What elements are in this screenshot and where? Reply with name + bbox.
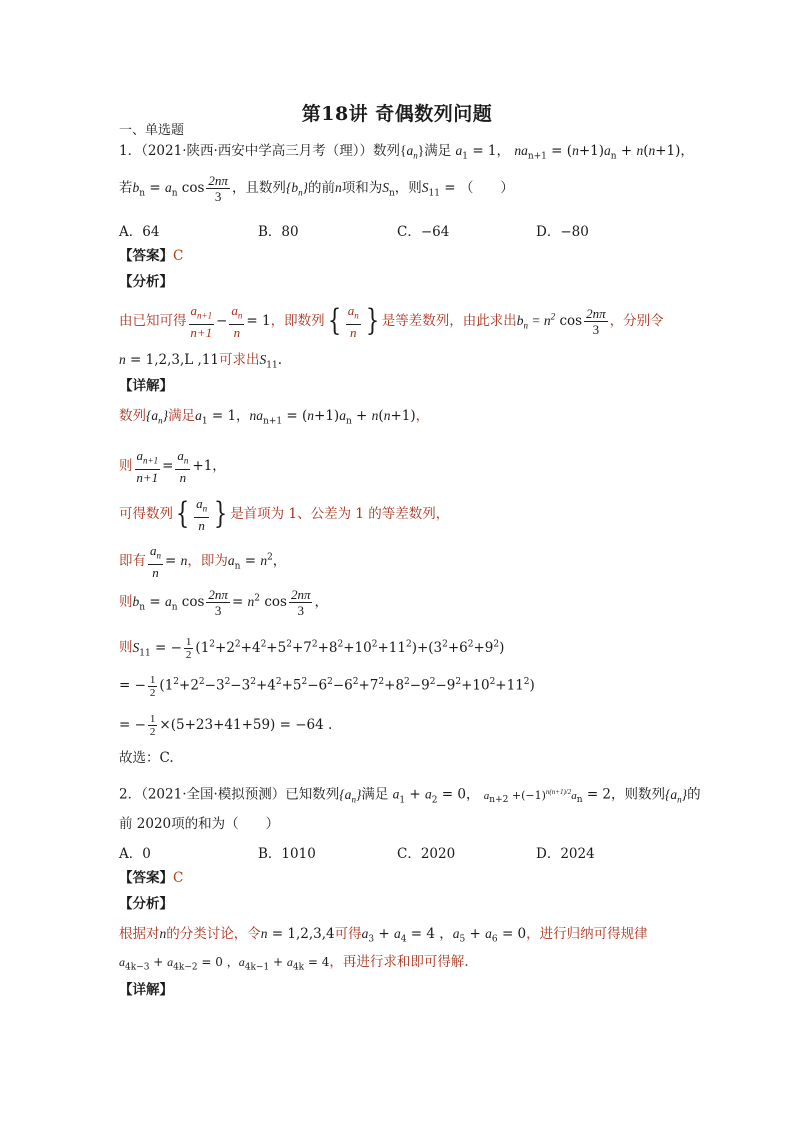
q1-stem-line2: 若$b_n = a_n$ cos $\frac{2n\pi}{3}$ ，且数列$\{b_n\}$的前n项和为$S_n$，则$S_{11}$ = （ ） [119, 173, 514, 204]
page-title: 第18讲 奇偶数列问题 [301, 103, 493, 125]
q2-stem-line2: 前 2020项的和为（ ） [119, 816, 280, 832]
q1-detail-line8: = − $\frac{1}{2}$ ×(5+23+41+59) = −64 . [119, 713, 333, 738]
section-heading: 一、单选题 [119, 123, 185, 138]
q1-option-d[interactable]: D．−80 [536, 224, 589, 240]
q2-analysis-label: 【分析】 [119, 896, 173, 912]
q2-option-a[interactable]: A．0 [119, 846, 151, 862]
q2-option-b[interactable]: B．1010 [258, 846, 316, 862]
q1-detail-line2: 则 $\frac{a_{n+1}}{n+1}$ = $\frac{a_n}{n}$ +1， [119, 448, 226, 485]
q1-detail-line1: 数列$\{a_n\}$满足$a_1 = 1$，$na_{n+1} = (n+1)a_n + n(n+1)$， [119, 408, 430, 427]
q1-detail-line6: 则$S_{11}$ = − $\frac{1}{2}$ $(1^2+2^2+4^2+5^2+7^2+8^2+10^2+11^2)+(3^2+6^2+9^2)$ [119, 635, 505, 661]
q1-detail-line7: = − $\frac{1}{2}$ $(1^2+2^2-3^2-3^2+4^2+5^2-6^2-6^2+7^2+8^2-9^2-9^2+10^2+11^2)$ [119, 673, 535, 699]
q2-detail-label: 【详解】 [119, 982, 173, 998]
q1-option-a[interactable]: A．64 [119, 224, 160, 240]
q1-analysis-line2: n = 1,2,3,L ,11可求出$S_{11}$. [119, 352, 283, 371]
q1-detail-label: 【详解】 [119, 378, 173, 394]
q1-analysis-label: 【分析】 [119, 274, 173, 290]
q1-analysis-line1: 由已知可得 $\frac{a_{n+1}}{n+1}$ − $\frac{a_n}{n}$ = 1，即数列{ $\frac{a_n}{n}$ } 是等差数列，由此求出$b_n = n^2$ cos $\frac{2n\pi}{3}$ ，分别令 [119, 303, 664, 340]
q2-option-c[interactable]: C．2020 [397, 846, 456, 862]
q2-answer: 【答案】C [119, 870, 184, 886]
q1-detail-line5: 则$b_n = a_n$ cos $\frac{2n\pi}{3}$ = $n^2$ cos $\frac{2n\pi}{3}$ ， [119, 587, 328, 618]
q2-option-d[interactable]: D．2024 [536, 846, 595, 862]
q2-analysis-line1: 根据对n的分类讨论，令n = 1,2,3,4可得$a_3 + a_4 = 4$ ，$a_5 + a_6 = 0$，进行归纳可得规律 [119, 926, 648, 945]
q1-option-c[interactable]: C．−64 [397, 224, 450, 240]
q2-stem-line1: 2．（2021·全国·模拟预测）已知数列$\{a_n\}$满足 $a_1 + a_2 = 0$， $a_{n+2} +(-1)^{n(n+1)/2}a_n = 2$，则数列$\{a_n\}$的 [119, 786, 701, 806]
q1-answer: 【答案】C [119, 248, 184, 264]
q1-detail-line3: 可得数列{ $\frac{a_n}{n}$ } 是首项为 1、公差为 1 的等差数列， [119, 496, 450, 533]
q2-analysis-line2: $a_{4k-3} + a_{4k-2} = 0$ ，$a_{4k-1} + a_{4k} = 4$，再进行求和即可得解. [119, 954, 469, 973]
q1-detail-line4: 即有 $\frac{a_n}{n}$ = n，即为$a_n = n^2$， [119, 543, 287, 580]
q1-conclusion: 故选：C. [119, 750, 174, 766]
q1-stem-line1: 1．（2021·陕西·西安中学高三月考（理））数列$\{a_n\}$满足 $a_1 = 1$， $na_{n+1} = (n+1)a_n + n(n+1)$， [119, 143, 694, 162]
q1-option-b[interactable]: B．80 [258, 224, 299, 240]
